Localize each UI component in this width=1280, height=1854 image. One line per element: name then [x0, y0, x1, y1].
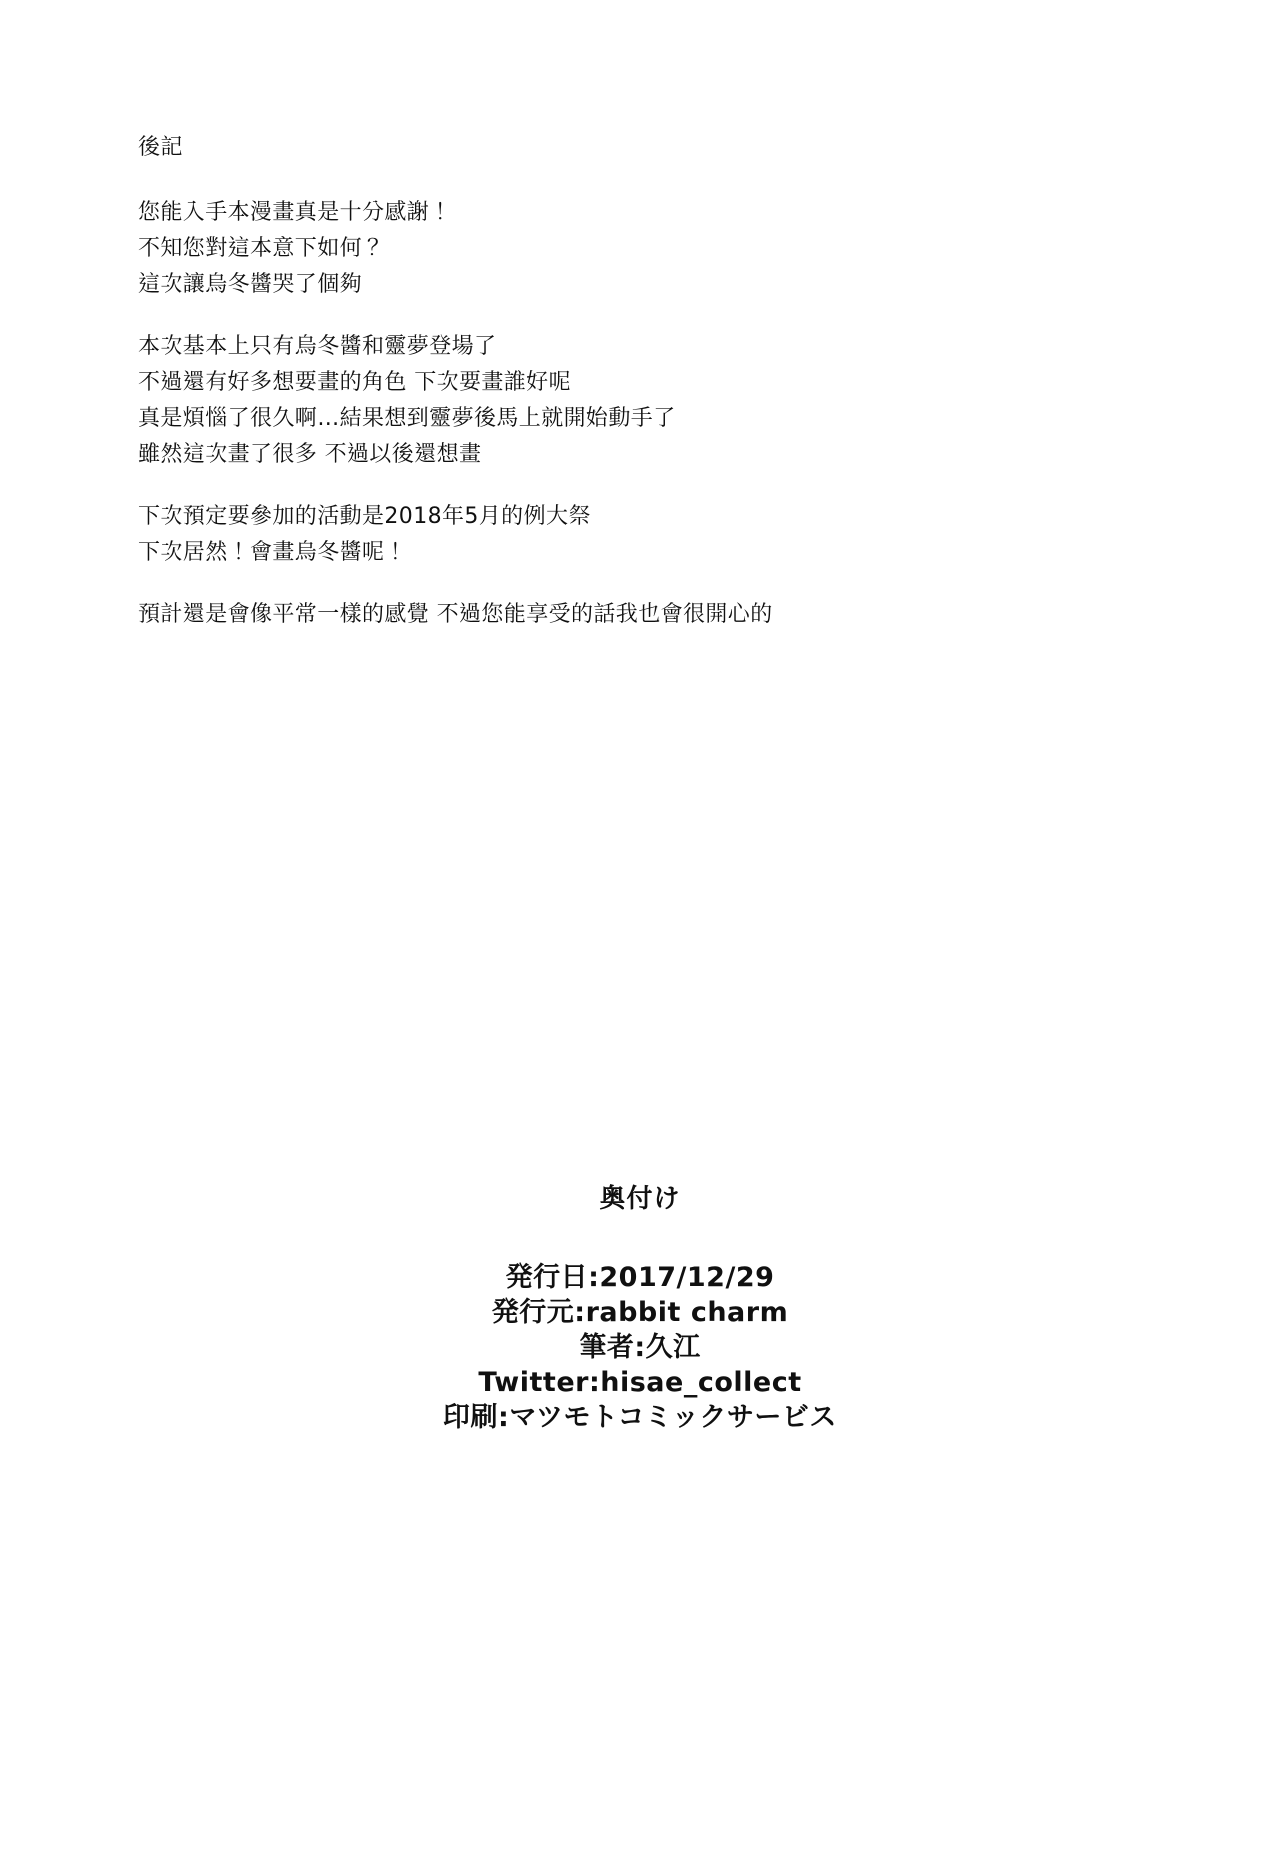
- afterword-paragraph-2: [138, 329, 1098, 473]
- afterword-line: 下次預定要參加的活動是2018年5月的例大祭: [138, 504, 591, 529]
- afterword-line: 不知您對這本意下如何？: [138, 236, 385, 261]
- afterword-line: 這次讓烏冬醬哭了個夠: [138, 272, 363, 297]
- afterword-line: 本次基本上只有烏冬醬和靈夢登場了: [138, 334, 497, 359]
- colophon-section: [0, 1180, 1280, 1435]
- colophon-author: 筆者:久江: [579, 1332, 701, 1363]
- colophon-publish-date: 発行日:2017/12/29: [505, 1262, 775, 1293]
- colophon-printer: 印刷:マツモトコミックサービス: [443, 1402, 837, 1433]
- afterword-paragraph-4: [138, 597, 1098, 633]
- afterword-section: [138, 133, 1098, 633]
- afterword-line: 雖然這次畫了很多 不過以後還想畫: [138, 442, 482, 467]
- afterword-paragraph-1: [138, 195, 1098, 303]
- afterword-line: 不過還有好多想要畫的角色 下次要畫誰好呢: [138, 370, 571, 395]
- colophon-twitter: Twitter:hisae_collect: [478, 1367, 802, 1398]
- afterword-line: 您能入手本漫畫真是十分感謝！: [138, 200, 452, 225]
- afterword-line: 預計還是會像平常一樣的感覺 不過您能享受的話我也會很開心的: [138, 602, 773, 627]
- colophon-publisher: 発行元:rabbit charm: [491, 1297, 789, 1328]
- afterword-line: 真是煩惱了很久啊…結果想到靈夢後馬上就開始動手了: [138, 406, 676, 431]
- afterword-line: 下次居然！會畫烏冬醬呢！: [138, 540, 407, 565]
- afterword-title: 後記: [138, 135, 184, 160]
- colophon-heading: 奥付け: [599, 1184, 681, 1214]
- afterword-paragraph-3: [138, 499, 1098, 571]
